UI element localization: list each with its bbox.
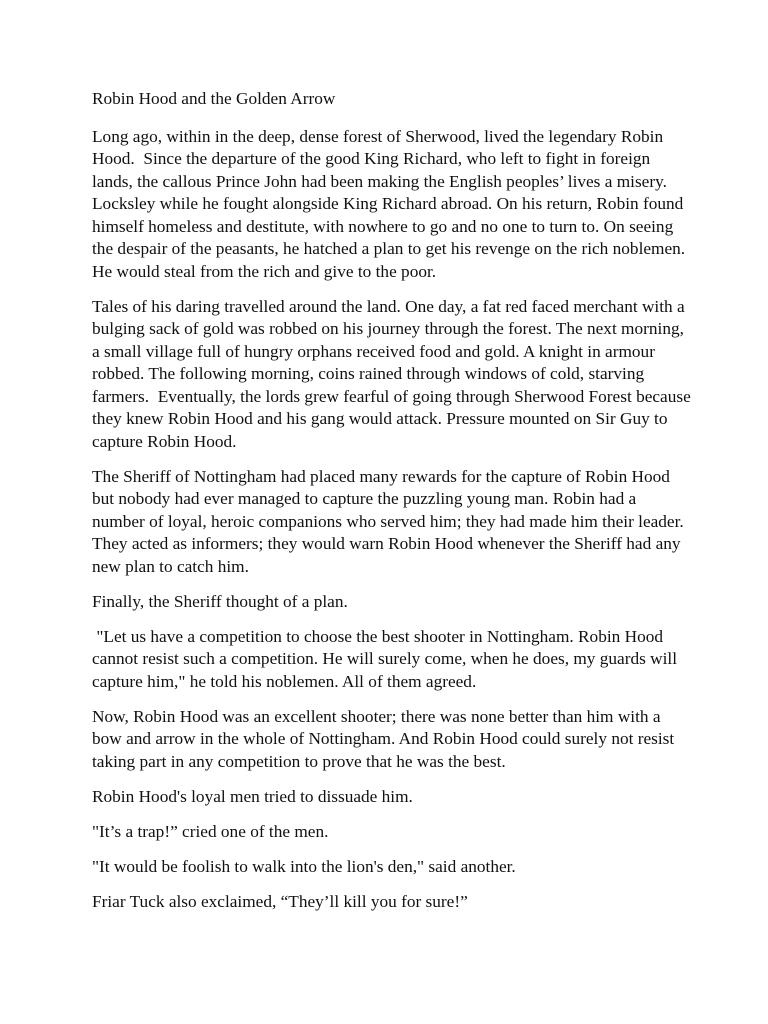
paragraph-5: "Let us have a competition to choose the best shooter in Nottingham. Robin Hood cannot resist such a competition. He will surely come, when he does, my guards will capture him," he told his noblemen. All of them agreed. — [92, 626, 682, 691]
paragraph-8: "It’s a trap!” cried one of the men. — [92, 821, 329, 841]
document-title: Robin Hood and the Golden Arrow — [92, 89, 336, 108]
paragraph-1: Long ago, within in the deep, dense forest of Sherwood, lived the legendary Robin Hood. Since the departure of the good King Richard, who left to fight in foreign lands, the callous Prince John had been making the English peoples’ lives a misery. Locksley while he fought alongside King Richard abroad. On his return, Robin found himself homeless and destitute, with nowhere to go and no one to turn to. On seeing the despair of the peasants, he hatched a plan to get his revenge on the rich noblemen. He would steal from the rich and give to the poor. — [92, 126, 690, 281]
paragraph-2: Tales of his daring travelled around the land. One day, a fat red faced merchant with a bulging sack of gold was robbed on his journey through the forest. The next morning, a small village full of hungry orphans received food and gold. A knight in armour robbed. The following morning, coins rained through windows of cold, starving farmers. Eventually, the lords grew fearful of going through Sherwood Forest because they knew Robin Hood and his gang would attack. Pressure mounted on Sir Guy to capture Robin Hood. — [92, 296, 696, 451]
paragraph-4: Finally, the Sheriff thought of a plan. — [92, 591, 348, 611]
paragraph-7: Robin Hood's loyal men tried to dissuade him. — [92, 786, 413, 806]
paragraph-10: Friar Tuck also exclaimed, “They’ll kill you for sure!” — [92, 891, 468, 911]
paragraph-6: Now, Robin Hood was an excellent shooter; there was none better than him with a bow and arrow in the whole of Nottingham. And Robin Hood could surely not resist taking part in any competition to prove that he was the best. — [92, 706, 679, 771]
paragraph-3: The Sheriff of Nottingham had placed many rewards for the capture of Robin Hood but nobody had ever managed to capture the puzzling young man. Robin had a number of loyal, heroic companions who served him; they had made him their leader. They acted as informers; they would warn Robin Hood whenever the Sheriff had any new plan to catch him. — [92, 466, 688, 576]
paragraph-9: "It would be foolish to walk into the lion's den," said another. — [92, 856, 516, 876]
document-body — [92, 88, 696, 926]
